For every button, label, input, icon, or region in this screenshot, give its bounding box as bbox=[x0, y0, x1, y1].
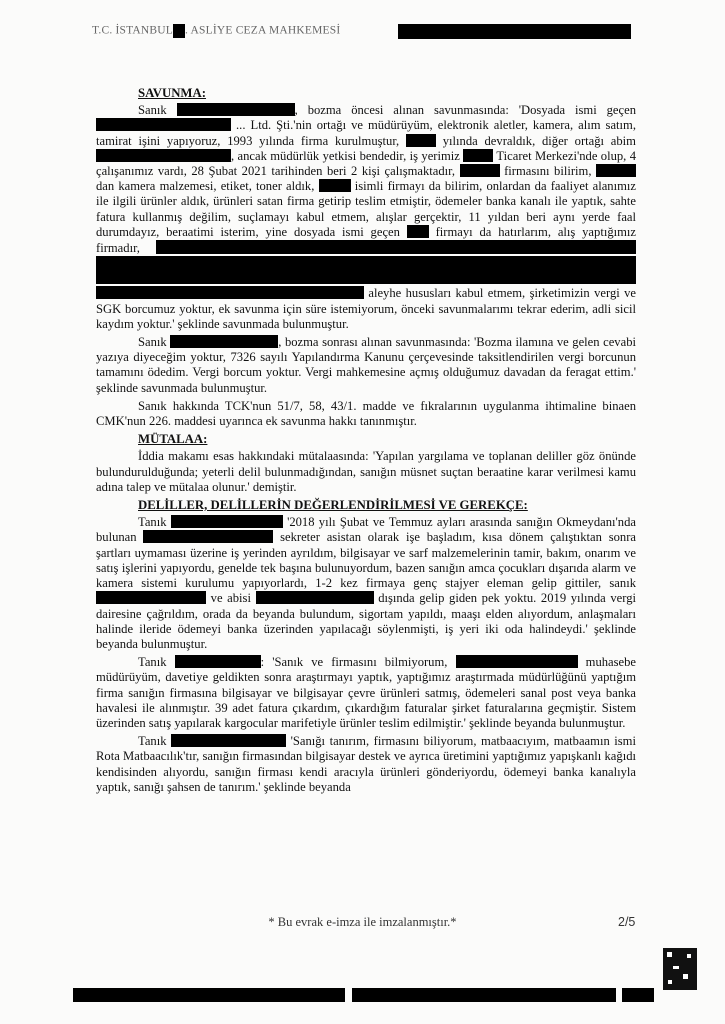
section-title-mutalaa: MÜTALAA: bbox=[138, 432, 208, 447]
esign-note: * Bu evrak e-imza ile imzalanmıştır.* bbox=[268, 915, 457, 929]
paragraph-defense-2: Sanık , bozma sonrası alınan savunmasında: 'Bozma ilamına ve gelen cevabi yazıya diyeceğim yoktur, 7326 sayılı Yapılandırma Kanunu çerçevesinde taksitlendirilen vergi borcunun tamamını ödedim. Vergi borcum yoktur. Vergi mahkemesine açmış olduğumuz davadan da feragat ettim.' şeklinde savunmada bulunmuştur. bbox=[96, 335, 636, 395]
paragraph-witness-1: Tanık '2018 yılı Şubat ve Temmuz ayları arasında sanığın Okmeydanı'nda bulunan sekreter asistan olarak işe başladım, kısa dönem çalıştıktan sonra şartları uymaması üzerine iş yerinden ayrıldım, bilgisayar ve sarf malzemelerinin tamir, bakım, onarım ve satış işlerini yapıyordu, genelde tek başına bulunuyordum, bazen sanığın amca çocukları dışarıda alarm ve kamera sistemi kurulumu yapıyorlardı, 1-2 kez firmaya genç stajyer eleman gelip gittiler, sanık ve abisi dışında gelip giden pek yoktu. 2019 yılında vergi dairesine çağrıldım, orada da beyanda bulundum, sigortam yapıldı, maaşı elden alıyordum, anlaşmaları halinde ileride ödemeyi banka üzerinden yapılacağı söylenmişti, iş yeri iki oda halindeydi.' şeklinde beyanda bulunmuştur. bbox=[96, 515, 637, 651]
page-number: 2/5 bbox=[618, 915, 636, 929]
court-header bbox=[92, 24, 340, 38]
section-title-deliller: DELİLLER, DELİLLERİN DEĞERLENDİRİLMESİ VE GEREKÇE: bbox=[138, 498, 528, 513]
redaction-footer-3 bbox=[622, 988, 654, 1002]
redaction bbox=[96, 286, 364, 299]
redaction bbox=[173, 24, 185, 38]
redaction bbox=[177, 103, 295, 116]
redaction bbox=[96, 118, 231, 131]
redaction bbox=[407, 225, 429, 238]
redaction bbox=[170, 335, 278, 348]
paragraph-defense-1: Sanık , bozma öncesi alınan savunmasında: 'Dosyada ismi geçen ... Ltd. Şti.'nin ortağı ve müdürüyüm, elektronik aletler, kamera, alım satım, tamirat işini yapıyoruz, 1993 yılında firma kurulmuştur, yılında devraldık, diğer ortağı abim , ancak müdürlük yetkisi bendedir, iş yerimiz Ticaret Merkezi'nde olup, 4 çalışanımız vardı, 28 Şubat 2021 tarihinden beri 2 kişi çalışmaktadır, firmasını bilirim, dan kamera malzemesi, etiket, toner aldık, isimli firmayı da bilirim, onlardan da faaliyet alanımız ile ilgili ürünler aldık, ürünleri satan firma getirip teslim etmiştir, ödemeler banka kanalı ile yaptık, sahte fatura kullanmış değilim, suçlamayı kabul etmem, alışlar gerçektir, 11 yıldan beri aynı yerde faal durumdayız, beraatimi isterim, yine dosyada ismi geçen firmayı da hatırlarım, alış yaptığımız firmadır, aleyhe hususları kabul etmem, şirketimizin vergi ve SGK borcumuz yoktur, ek savunma için süre istemiyorum, önceki savunmalarımı tekrar ederim, adli sicil kaydım yoktur.' şeklinde savunmada bulunmuştur. bbox=[96, 103, 636, 331]
paragraph-witness-2: Tanık : 'Sanık ve firmasını bilmiyorum, muhasebe müdürüyüm, davetiye geldikten sonra araştırmayı yaptık, yaptığımız araştırmada müdürlüğünü yaptığım firma sanığın firmasına bilgisayar ve bilgisayar çevre ürünleri satmış, ödemeleri sanal post veya banka havalesi ile alınmıştır. 39 adet fatura çıkardım, çıkardığım faturalar şirket faturalarına geçmiştir. Sistem üzerinden satış yapılarak kargocular marifetiyle ürünler teslim edilmiştir.' şeklinde beyanda bulunmuştur. bbox=[96, 655, 637, 730]
paragraph-prosecution-opinion: İddia makamı esas hakkındaki mütalaasında: 'Yapılan yargılama ve toplanan deliller göz önünde bulundurulduğunda; yeterli delil bulunmadığından, sanığın müsnet suçtan beraatine karar verilmesi kamu adına talep ve mütalaa olunur.' demiştir. bbox=[96, 449, 636, 494]
redaction-header-case-no bbox=[398, 24, 631, 39]
redaction-footer-2 bbox=[352, 988, 616, 1002]
redaction bbox=[171, 515, 283, 528]
redaction bbox=[456, 655, 578, 668]
redaction-block bbox=[96, 256, 636, 284]
redaction bbox=[171, 734, 286, 747]
qr-code-icon bbox=[663, 948, 697, 990]
redaction bbox=[319, 179, 351, 192]
redaction bbox=[596, 164, 636, 177]
redaction bbox=[96, 591, 206, 604]
document-body bbox=[96, 84, 636, 798]
paragraph-witness-3: Tanık 'Sanığı tanırım, firmasını biliyorum, matbaacıyım, matbaamın ismi Rota Matbaacılık'tır, sanığın firmasından bilgisayar destek ve ayrıca üretimini yaptığımız yapışkanlı kağıdı kendisinden alıyordu, sanığın firması kendi aracıyla ürünleri gönderiyordu, ödemeyi banka kanalıyla yaptık, sanığı şahsen de tanırım.' şeklinde beyanda bbox=[96, 734, 636, 794]
redaction bbox=[406, 134, 436, 147]
redaction bbox=[156, 240, 636, 254]
redaction-footer-1 bbox=[73, 988, 345, 1002]
redaction bbox=[96, 149, 231, 162]
redaction bbox=[460, 164, 500, 177]
redaction bbox=[143, 530, 273, 543]
redaction bbox=[175, 655, 261, 668]
redaction bbox=[463, 149, 493, 162]
redaction bbox=[256, 591, 374, 604]
paragraph-additional-defense: Sanık hakkında TCK'nun 51/7, 58, 43/1. madde ve fıkralarının uygulanma ihtimaline binaen CMK'nun 226. maddesi uyarınca ek savunma hakkı tanınmıştır. bbox=[96, 398, 636, 429]
section-title-savunma: SAVUNMA: bbox=[138, 86, 207, 100]
court-suffix: . ASLİYE CEZA MAHKEMESİ bbox=[185, 24, 341, 37]
court-prefix: T.C. İSTANBUL bbox=[92, 24, 174, 37]
